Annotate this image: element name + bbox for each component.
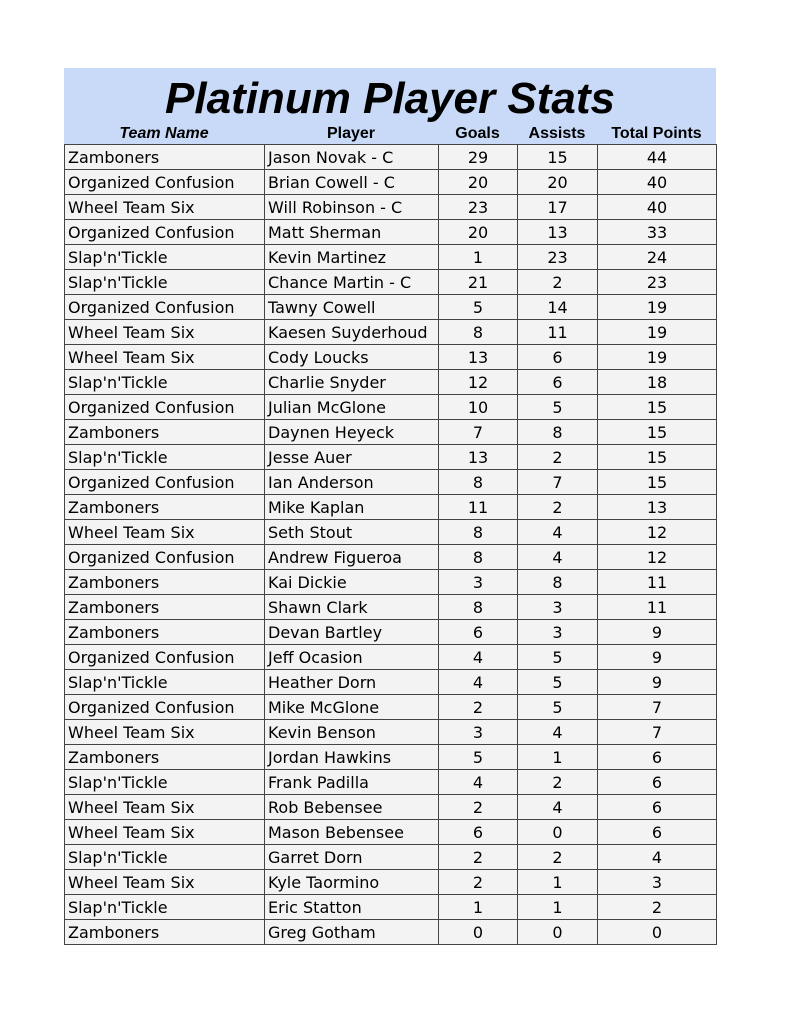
team-name-cell: Slap'n'Tickle xyxy=(65,370,265,395)
assists-cell: 4 xyxy=(518,520,598,545)
team-name-cell: Slap'n'Tickle xyxy=(65,270,265,295)
column-header-team: Team Name xyxy=(119,125,209,142)
total-points-cell: 23 xyxy=(598,270,717,295)
assists-cell: 1 xyxy=(518,745,598,770)
player-name-cell: Cody Loucks xyxy=(265,345,439,370)
assists-cell: 15 xyxy=(518,145,598,170)
total-points-cell: 15 xyxy=(598,445,717,470)
total-points-cell: 9 xyxy=(598,645,717,670)
assists-cell: 20 xyxy=(518,170,598,195)
goals-cell: 8 xyxy=(439,320,518,345)
total-points-cell: 12 xyxy=(598,520,717,545)
assists-cell: 4 xyxy=(518,545,598,570)
player-name-cell: Matt Sherman xyxy=(265,220,439,245)
table-row xyxy=(65,795,717,820)
table-row xyxy=(65,695,717,720)
team-name-cell: Organized Confusion xyxy=(65,470,265,495)
total-points-cell: 19 xyxy=(598,320,717,345)
column-header-assists: Assists xyxy=(528,125,586,142)
goals-cell: 8 xyxy=(439,520,518,545)
table-row xyxy=(65,645,717,670)
table-row xyxy=(65,345,717,370)
stats-table-body xyxy=(65,145,717,945)
table-row xyxy=(65,270,717,295)
team-name-cell: Slap'n'Tickle xyxy=(65,245,265,270)
team-name-cell: Zamboners xyxy=(65,145,265,170)
total-points-cell: 6 xyxy=(598,795,717,820)
table-row xyxy=(65,470,717,495)
table-row xyxy=(65,370,717,395)
total-points-cell: 7 xyxy=(598,695,717,720)
player-name-cell: Jeff Ocasion xyxy=(265,645,439,670)
team-name-cell: Slap'n'Tickle xyxy=(65,770,265,795)
table-row xyxy=(65,620,717,645)
assists-cell: 1 xyxy=(518,870,598,895)
player-name-cell: Daynen Heyeck xyxy=(265,420,439,445)
player-name-cell: Kevin Martinez xyxy=(265,245,439,270)
total-points-cell: 3 xyxy=(598,870,717,895)
player-name-cell: Shawn Clark xyxy=(265,595,439,620)
assists-cell: 13 xyxy=(518,220,598,245)
table-row xyxy=(65,745,717,770)
player-name-cell: Mason Bebensee xyxy=(265,820,439,845)
stats-sheet xyxy=(64,68,716,945)
team-name-cell: Zamboners xyxy=(65,920,265,945)
team-name-cell: Wheel Team Six xyxy=(65,870,265,895)
assists-cell: 0 xyxy=(518,920,598,945)
player-name-cell: Frank Padilla xyxy=(265,770,439,795)
total-points-cell: 18 xyxy=(598,370,717,395)
column-header-goals: Goals xyxy=(455,125,500,142)
team-name-cell: Zamboners xyxy=(65,495,265,520)
player-name-cell: Eric Statton xyxy=(265,895,439,920)
team-name-cell: Wheel Team Six xyxy=(65,320,265,345)
team-name-cell: Zamboners xyxy=(65,745,265,770)
assists-cell: 2 xyxy=(518,770,598,795)
goals-cell: 4 xyxy=(439,770,518,795)
team-name-cell: Wheel Team Six xyxy=(65,795,265,820)
goals-cell: 20 xyxy=(439,220,518,245)
goals-cell: 11 xyxy=(439,495,518,520)
player-name-cell: Jordan Hawkins xyxy=(265,745,439,770)
total-points-cell: 12 xyxy=(598,545,717,570)
assists-cell: 2 xyxy=(518,495,598,520)
goals-cell: 13 xyxy=(439,345,518,370)
team-name-cell: Wheel Team Six xyxy=(65,720,265,745)
assists-cell: 4 xyxy=(518,795,598,820)
goals-cell: 2 xyxy=(439,795,518,820)
total-points-cell: 33 xyxy=(598,220,717,245)
total-points-cell: 15 xyxy=(598,395,717,420)
assists-cell: 14 xyxy=(518,295,598,320)
goals-cell: 20 xyxy=(439,170,518,195)
total-points-cell: 6 xyxy=(598,745,717,770)
team-name-cell: Slap'n'Tickle xyxy=(65,445,265,470)
player-name-cell: Chance Martin - C xyxy=(265,270,439,295)
player-name-cell: Seth Stout xyxy=(265,520,439,545)
player-name-cell: Charlie Snyder xyxy=(265,370,439,395)
goals-cell: 4 xyxy=(439,670,518,695)
player-name-cell: Garret Dorn xyxy=(265,845,439,870)
player-name-cell: Will Robinson - C xyxy=(265,195,439,220)
assists-cell: 2 xyxy=(518,445,598,470)
team-name-cell: Organized Confusion xyxy=(65,295,265,320)
team-name-cell: Organized Confusion xyxy=(65,545,265,570)
total-points-cell: 9 xyxy=(598,670,717,695)
assists-cell: 5 xyxy=(518,695,598,720)
table-row xyxy=(65,595,717,620)
team-name-cell: Zamboners xyxy=(65,620,265,645)
team-name-cell: Wheel Team Six xyxy=(65,345,265,370)
player-name-cell: Ian Anderson xyxy=(265,470,439,495)
table-row xyxy=(65,845,717,870)
stats-table xyxy=(64,144,717,945)
assists-cell: 6 xyxy=(518,345,598,370)
table-row xyxy=(65,320,717,345)
table-row xyxy=(65,195,717,220)
team-name-cell: Zamboners xyxy=(65,420,265,445)
table-row xyxy=(65,245,717,270)
table-row xyxy=(65,870,717,895)
total-points-cell: 4 xyxy=(598,845,717,870)
total-points-cell: 40 xyxy=(598,195,717,220)
player-name-cell: Kaesen Suyderhoud xyxy=(265,320,439,345)
assists-cell: 1 xyxy=(518,895,598,920)
player-name-cell: Brian Cowell - C xyxy=(265,170,439,195)
assists-cell: 5 xyxy=(518,395,598,420)
table-row xyxy=(65,570,717,595)
total-points-cell: 40 xyxy=(598,170,717,195)
total-points-cell: 0 xyxy=(598,920,717,945)
goals-cell: 4 xyxy=(439,645,518,670)
table-row xyxy=(65,145,717,170)
assists-cell: 3 xyxy=(518,620,598,645)
table-row xyxy=(65,720,717,745)
total-points-cell: 11 xyxy=(598,570,717,595)
goals-cell: 12 xyxy=(439,370,518,395)
assists-cell: 2 xyxy=(518,845,598,870)
goals-cell: 8 xyxy=(439,470,518,495)
goals-cell: 13 xyxy=(439,445,518,470)
table-row xyxy=(65,820,717,845)
assists-cell: 0 xyxy=(518,820,598,845)
player-name-cell: Jesse Auer xyxy=(265,445,439,470)
table-row xyxy=(65,670,717,695)
assists-cell: 2 xyxy=(518,270,598,295)
goals-cell: 8 xyxy=(439,595,518,620)
total-points-cell: 2 xyxy=(598,895,717,920)
team-name-cell: Wheel Team Six xyxy=(65,195,265,220)
player-name-cell: Tawny Cowell xyxy=(265,295,439,320)
total-points-cell: 44 xyxy=(598,145,717,170)
assists-cell: 4 xyxy=(518,720,598,745)
table-row xyxy=(65,495,717,520)
title-band xyxy=(64,68,716,144)
team-name-cell: Organized Confusion xyxy=(65,170,265,195)
table-row xyxy=(65,895,717,920)
column-header-total-points: Total Points xyxy=(611,125,702,142)
goals-cell: 1 xyxy=(439,895,518,920)
player-name-cell: Kyle Taormino xyxy=(265,870,439,895)
player-name-cell: Julian McGlone xyxy=(265,395,439,420)
total-points-cell: 15 xyxy=(598,420,717,445)
total-points-cell: 15 xyxy=(598,470,717,495)
goals-cell: 10 xyxy=(439,395,518,420)
player-name-cell: Andrew Figueroa xyxy=(265,545,439,570)
player-name-cell: Kevin Benson xyxy=(265,720,439,745)
team-name-cell: Slap'n'Tickle xyxy=(65,895,265,920)
assists-cell: 6 xyxy=(518,370,598,395)
goals-cell: 8 xyxy=(439,545,518,570)
goals-cell: 6 xyxy=(439,620,518,645)
column-header-player: Player xyxy=(326,125,376,142)
goals-cell: 0 xyxy=(439,920,518,945)
table-row xyxy=(65,545,717,570)
table-row xyxy=(65,520,717,545)
assists-cell: 5 xyxy=(518,670,598,695)
team-name-cell: Wheel Team Six xyxy=(65,520,265,545)
team-name-cell: Organized Confusion xyxy=(65,395,265,420)
team-name-cell: Organized Confusion xyxy=(65,645,265,670)
player-name-cell: Devan Bartley xyxy=(265,620,439,645)
page-title: Platinum Player Stats xyxy=(165,74,615,123)
goals-cell: 29 xyxy=(439,145,518,170)
assists-cell: 17 xyxy=(518,195,598,220)
team-name-cell: Zamboners xyxy=(65,570,265,595)
goals-cell: 3 xyxy=(439,570,518,595)
team-name-cell: Wheel Team Six xyxy=(65,820,265,845)
goals-cell: 5 xyxy=(439,745,518,770)
player-name-cell: Greg Gotham xyxy=(265,920,439,945)
team-name-cell: Zamboners xyxy=(65,595,265,620)
goals-cell: 21 xyxy=(439,270,518,295)
goals-cell: 3 xyxy=(439,720,518,745)
goals-cell: 6 xyxy=(439,820,518,845)
total-points-cell: 7 xyxy=(598,720,717,745)
goals-cell: 2 xyxy=(439,870,518,895)
team-name-cell: Organized Confusion xyxy=(65,695,265,720)
team-name-cell: Slap'n'Tickle xyxy=(65,845,265,870)
total-points-cell: 9 xyxy=(598,620,717,645)
player-name-cell: Heather Dorn xyxy=(265,670,439,695)
total-points-cell: 13 xyxy=(598,495,717,520)
goals-cell: 23 xyxy=(439,195,518,220)
goals-cell: 1 xyxy=(439,245,518,270)
total-points-cell: 6 xyxy=(598,820,717,845)
assists-cell: 23 xyxy=(518,245,598,270)
table-row xyxy=(65,770,717,795)
table-row xyxy=(65,920,717,945)
total-points-cell: 6 xyxy=(598,770,717,795)
player-name-cell: Mike Kaplan xyxy=(265,495,439,520)
player-name-cell: Rob Bebensee xyxy=(265,795,439,820)
team-name-cell: Organized Confusion xyxy=(65,220,265,245)
assists-cell: 11 xyxy=(518,320,598,345)
table-row xyxy=(65,220,717,245)
table-row xyxy=(65,170,717,195)
player-name-cell: Kai Dickie xyxy=(265,570,439,595)
assists-cell: 3 xyxy=(518,595,598,620)
assists-cell: 5 xyxy=(518,645,598,670)
table-row xyxy=(65,420,717,445)
assists-cell: 7 xyxy=(518,470,598,495)
total-points-cell: 19 xyxy=(598,345,717,370)
player-name-cell: Mike McGlone xyxy=(265,695,439,720)
table-row xyxy=(65,295,717,320)
total-points-cell: 19 xyxy=(598,295,717,320)
assists-cell: 8 xyxy=(518,420,598,445)
goals-cell: 2 xyxy=(439,845,518,870)
player-name-cell: Jason Novak - C xyxy=(265,145,439,170)
goals-cell: 7 xyxy=(439,420,518,445)
goals-cell: 5 xyxy=(439,295,518,320)
table-row xyxy=(65,445,717,470)
team-name-cell: Slap'n'Tickle xyxy=(65,670,265,695)
total-points-cell: 11 xyxy=(598,595,717,620)
total-points-cell: 24 xyxy=(598,245,717,270)
assists-cell: 8 xyxy=(518,570,598,595)
goals-cell: 2 xyxy=(439,695,518,720)
table-row xyxy=(65,395,717,420)
